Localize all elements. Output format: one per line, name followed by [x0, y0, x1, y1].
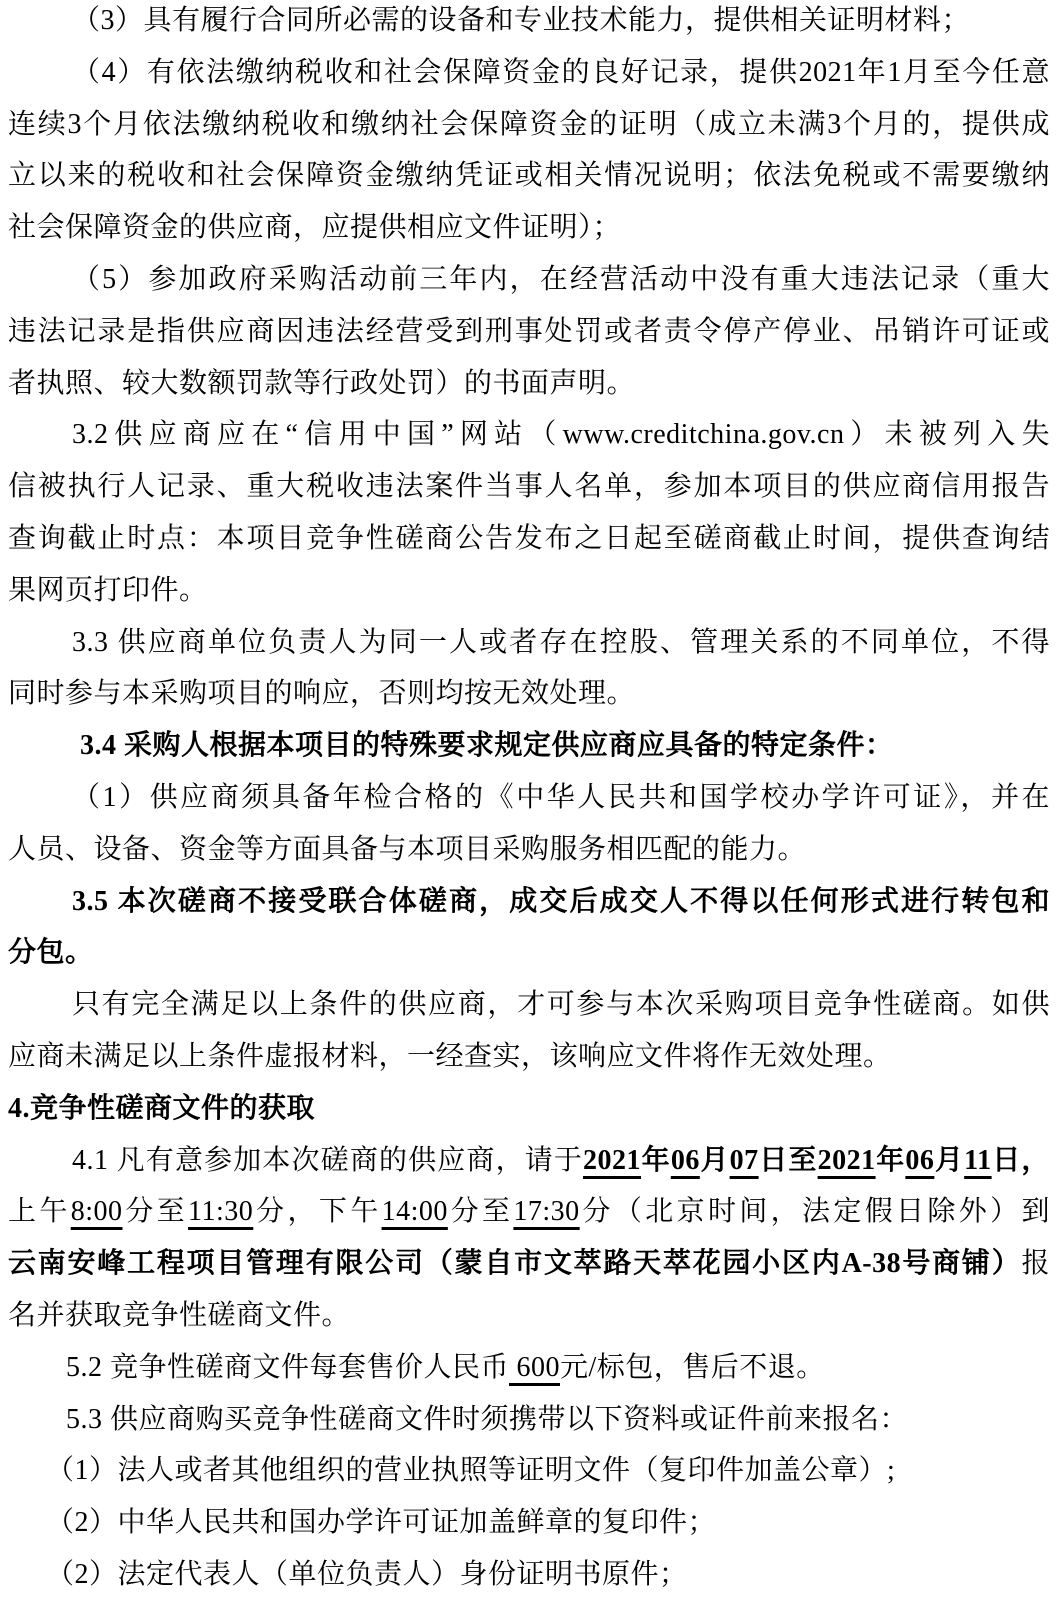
- document-body: [8, 0, 1050, 1600]
- doc-line: [8, 1031, 1050, 1083]
- doc-line: [8, 1083, 1050, 1135]
- bold-text-run: 3.5 本次磋商不接受联合体磋商，成交后成交人不得以任何形式进行转包和: [72, 885, 1050, 917]
- text-run: 人员、设备、资金等方面具备与本项目采购服务相匹配的能力。: [8, 833, 807, 865]
- text-run: 报: [1021, 1248, 1050, 1280]
- doc-line: [8, 513, 1050, 565]
- text-run: 同时参与本采购项目的响应，否则均按无效处理。: [8, 678, 636, 710]
- underlined-text-run: 07: [729, 1144, 759, 1176]
- text-run: 3.2供应商应在“信用中国”网站（www.creditchina.gov.cn）未被列入失: [72, 419, 1050, 451]
- underlined-text-run: 600: [509, 1351, 561, 1383]
- text-run: 只有完全满足以上条件的供应商，才可参与本次采购项目竞争性磋商。如供: [72, 989, 1050, 1021]
- doc-line: [8, 1135, 1050, 1187]
- doc-line: [8, 99, 1050, 151]
- bold-text-run: 年: [875, 1144, 906, 1176]
- text-run: 信被执行人记录、重大税收违法案件当事人名单，参加本项目的供应商信用报告: [8, 471, 1050, 503]
- doc-line: [8, 824, 1050, 876]
- doc-line: [8, 1342, 1050, 1394]
- underlined-text-run: 2021: [817, 1144, 876, 1176]
- doc-line: [8, 617, 1050, 669]
- text-run: 名并获取竞争性磋商文件。: [8, 1299, 351, 1331]
- underlined-text-run: 06: [670, 1144, 700, 1176]
- doc-line: [8, 254, 1050, 306]
- text-run: 分，下午: [253, 1196, 382, 1228]
- doc-line: [8, 1290, 1050, 1342]
- text-run: （4）有依法缴纳税收和社会保障资金的良好记录，提供2021年1月至今任意: [72, 56, 1050, 88]
- doc-line: [8, 720, 1050, 772]
- text-run: 元/标包，售后不退。: [560, 1351, 825, 1383]
- doc-line: [8, 876, 1050, 928]
- text-run: （2）法定代表人（单位负责人）身份证明书原件；: [46, 1558, 688, 1590]
- doc-line: [8, 1445, 1050, 1497]
- doc-line: [8, 358, 1050, 410]
- text-run: 5.2 竞争性磋商文件每套售价人民币: [66, 1351, 510, 1383]
- text-run: 应商未满足以上条件虚报材料，一经查实，该响应文件将作无效处理。: [8, 1040, 892, 1072]
- text-run: （1）法人或者其他组织的营业执照等证明文件（复印件加盖公章）;: [46, 1455, 896, 1487]
- text-run: （5）参加政府采购活动前三年内，在经营活动中没有重大违法记录（重大: [72, 263, 1050, 295]
- doc-line: [8, 306, 1050, 358]
- underlined-text-run: 11:30: [188, 1196, 254, 1228]
- underlined-text-run: 06: [905, 1144, 935, 1176]
- text-run: （1）供应商须具备年检合格的《中华人民共和国学校办学许可证》，并在: [72, 781, 1050, 813]
- doc-line: [8, 927, 1050, 979]
- doc-line: [8, 1238, 1050, 1290]
- text-run: （2）中华人民共和国办学许可证加盖鲜章的复印件；: [46, 1507, 717, 1539]
- doc-line: [8, 565, 1050, 617]
- doc-line: [8, 1394, 1050, 1446]
- text-run: 分至: [122, 1196, 189, 1228]
- doc-line: [8, 461, 1050, 513]
- text-run: （3）具有履行合同所必需的设备和专业技术能力，提供相关证明材料；: [72, 5, 971, 36]
- bold-text-run: 月: [934, 1144, 965, 1176]
- underlined-text-run: 8:00: [70, 1196, 123, 1228]
- doc-line: [8, 0, 1050, 47]
- text-run: 果网页打印件。: [8, 574, 208, 606]
- text-run: 分（北京时间，法定假日除外）到: [579, 1196, 1050, 1228]
- doc-line: [8, 409, 1050, 461]
- doc-line: [8, 1497, 1050, 1549]
- text-run: 者执照、较大数额罚款等行政处罚）的书面声明。: [8, 367, 636, 399]
- text-run: 分至: [447, 1196, 514, 1228]
- bold-text-run: 云南安峰工程项目管理有限公司（蒙自市文萃路天萃花园小区内A-38号商铺）: [8, 1248, 1022, 1280]
- underlined-text-run: 17:30: [513, 1196, 580, 1228]
- bold-text-run: 日，: [991, 1144, 1050, 1176]
- doc-line: [8, 47, 1050, 99]
- bold-text-run: 日至: [758, 1144, 818, 1176]
- bold-text-run: 分包。: [8, 937, 94, 969]
- doc-line: [8, 979, 1050, 1031]
- bold-text-run: 年: [641, 1144, 671, 1176]
- bold-text-run: 月: [699, 1144, 730, 1176]
- text-run: 上午: [8, 1196, 71, 1228]
- text-run: 违法记录是指供应商因违法经营受到刑事处罚或者责令停产停业、吊销许可证或: [8, 315, 1050, 347]
- text-run: 3.3 供应商单位负责人为同一人或者存在控股、管理关系的不同单位，不得: [72, 626, 1050, 658]
- text-run: 查询截止时点：本项目竞争性磋商公告发布之日起至磋商截止时间，提供查询结: [8, 522, 1050, 554]
- doc-line: [8, 1549, 1050, 1600]
- bold-text-run: 4.竞争性磋商文件的获取: [8, 1092, 316, 1124]
- doc-line: [8, 668, 1050, 720]
- text-run: 4.1 凡有意参加本次磋商的供应商，请于: [72, 1144, 584, 1176]
- doc-line: [8, 202, 1050, 254]
- underlined-text-run: 14:00: [381, 1196, 448, 1228]
- text-run: 社会保障资金的供应商，应提供相应文件证明）；: [8, 212, 622, 244]
- doc-line: [8, 1186, 1050, 1238]
- doc-line: [8, 150, 1050, 202]
- underlined-text-run: 11: [964, 1144, 992, 1176]
- doc-line: [8, 772, 1050, 824]
- bold-text-run: 3.4 采购人根据本项目的特殊要求规定供应商应具备的特定条件：: [80, 730, 894, 762]
- text-run: 立以来的税收和社会保障资金缴纳凭证或相关情况说明；依法免税或不需要缴纳: [8, 160, 1050, 192]
- text-run: 5.3 供应商购买竞争性磋商文件时须携带以下资料或证件前来报名：: [66, 1403, 909, 1435]
- text-run: 连续3个月依法缴纳税收和缴纳社会保障资金的证明（成立未满3个月的，提供成: [8, 108, 1050, 140]
- underlined-text-run: 2021: [583, 1144, 642, 1176]
